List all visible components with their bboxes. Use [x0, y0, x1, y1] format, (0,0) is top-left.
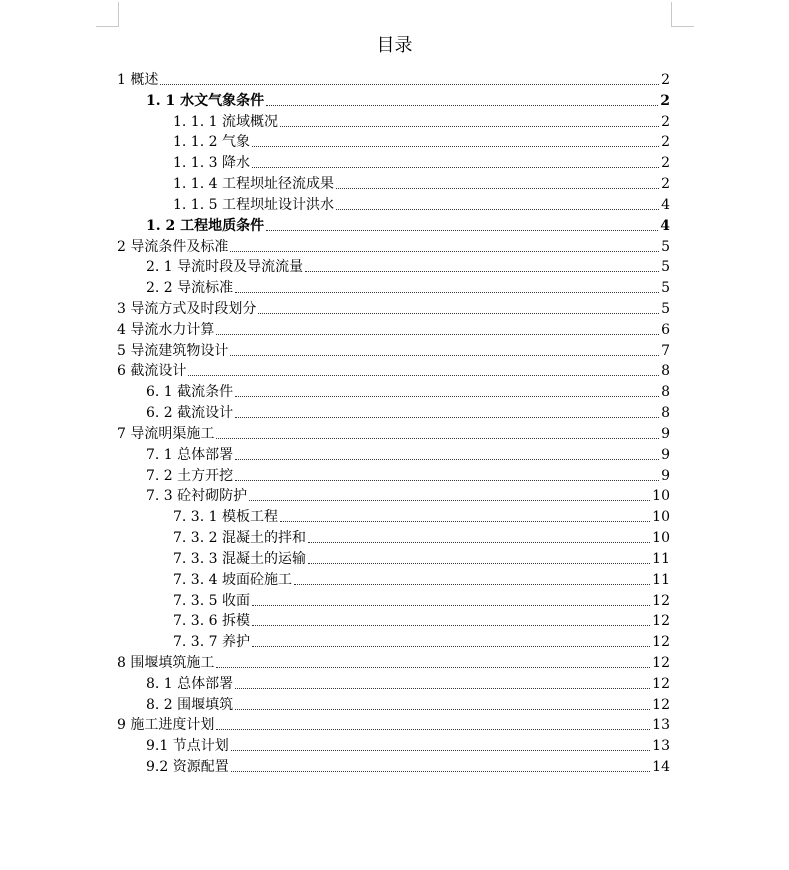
toc-title: 目录 — [376, 35, 413, 56]
toc-entry[interactable] — [173, 505, 670, 526]
toc-dot-leader — [216, 667, 650, 668]
toc-entry[interactable] — [173, 526, 670, 547]
toc-dot-leader — [216, 334, 659, 335]
toc-dot-leader — [266, 105, 658, 106]
toc-entry-label: 8. 2 围堰填筑 — [146, 696, 234, 713]
toc-entry[interactable] — [173, 151, 670, 172]
toc-entry[interactable] — [117, 359, 670, 380]
toc-entry[interactable] — [117, 422, 670, 443]
toc-dot-leader — [305, 271, 659, 272]
toc-dot-leader — [235, 709, 650, 710]
toc-entry-page-number: 2 — [661, 72, 670, 88]
toc-entry-page-number: 8 — [661, 384, 670, 401]
toc-entry[interactable] — [146, 380, 670, 401]
toc-entry[interactable] — [173, 589, 670, 610]
toc-entry-page-number: 13 — [652, 738, 670, 755]
toc-entry[interactable] — [146, 734, 670, 755]
toc-dot-leader — [216, 729, 650, 730]
toc-entry-page-number: 5 — [661, 301, 670, 318]
toc-dot-leader — [249, 500, 650, 501]
toc-entry-page-number: 12 — [652, 592, 670, 609]
toc-entry[interactable] — [146, 755, 670, 776]
toc-entry-label: 7. 3. 1 模板工程 — [173, 509, 278, 526]
toc-entry-page-number: 8 — [661, 363, 670, 380]
toc-entry-page-number: 8 — [661, 405, 670, 422]
toc-entry[interactable] — [173, 172, 670, 193]
toc-entry[interactable] — [117, 339, 670, 360]
toc-entry-page-number: 7 — [661, 342, 670, 359]
toc-entry-label: 1 概述 — [117, 72, 159, 88]
toc-entry-page-number: 2 — [661, 155, 670, 172]
toc-dot-leader — [235, 396, 659, 397]
toc-dot-leader — [252, 167, 659, 168]
toc-entry-page-number: 10 — [652, 488, 670, 505]
toc-dot-leader — [188, 375, 659, 376]
toc-entry-label: 7. 3. 6 拆模 — [173, 613, 250, 630]
toc-dot-leader — [280, 126, 659, 127]
toc-dot-leader — [230, 355, 659, 356]
toc-entry-page-number: 2 — [661, 134, 670, 151]
toc-entry[interactable] — [146, 276, 670, 297]
toc-entry[interactable] — [173, 110, 670, 131]
toc-entry-label: 7. 2 土方开挖 — [146, 467, 234, 484]
toc-entry-page-number: 11 — [652, 550, 670, 567]
toc-entry-label: 6. 1 截流条件 — [146, 384, 234, 401]
toc-entry[interactable] — [146, 484, 670, 505]
toc-entry-label: 6 截流设计 — [117, 363, 187, 380]
toc-entry-page-number: 9 — [661, 467, 670, 484]
toc-entry-page-number: 10 — [652, 530, 670, 547]
toc-dot-leader — [235, 292, 659, 293]
toc-dot-leader — [231, 771, 650, 772]
toc-entry-label: 1. 1 水文气象条件 — [146, 92, 265, 109]
toc-entry-page-number: 2 — [660, 92, 670, 109]
toc-dot-leader — [308, 563, 650, 564]
toc-dot-leader — [252, 646, 650, 647]
toc-dot-leader — [252, 605, 650, 606]
toc-entry[interactable] — [146, 443, 670, 464]
toc-dot-leader — [336, 209, 659, 210]
toc-entry-label: 2. 1 导流时段及导流流量 — [146, 259, 304, 276]
toc-entry-page-number: 12 — [652, 696, 670, 713]
toc-entry[interactable] — [146, 401, 670, 422]
toc-entry-label: 7. 3 砼衬砌防护 — [146, 488, 248, 505]
toc-entry-label: 1. 1. 1 流域概况 — [173, 113, 278, 130]
toc-entry-page-number: 11 — [652, 571, 670, 588]
toc-entry-label: 7. 3. 2 混凝土的拌和 — [173, 530, 306, 547]
toc-entry-label: 8. 1 总体部署 — [146, 675, 234, 692]
toc-entry[interactable] — [117, 318, 670, 339]
toc-dot-leader — [266, 230, 658, 231]
toc-entry-page-number: 4 — [661, 196, 670, 213]
toc-entry-label: 2 导流条件及标准 — [117, 238, 229, 255]
toc-entry[interactable] — [117, 651, 670, 672]
toc-dot-leader — [160, 84, 659, 85]
toc-dot-leader — [336, 188, 659, 189]
toc-entry-page-number: 4 — [660, 217, 670, 234]
toc-entry-page-number: 9 — [661, 425, 670, 442]
toc-entry-label: 5 导流建筑物设计 — [117, 342, 229, 359]
toc-dot-leader — [231, 750, 650, 751]
toc-entry-page-number: 12 — [652, 654, 670, 671]
toc-dot-leader — [258, 313, 659, 314]
toc-entry[interactable] — [173, 609, 670, 630]
toc-entry-page-number: 13 — [652, 717, 670, 734]
page-corner-mark-top-right — [671, 2, 694, 27]
toc-entry-page-number: 2 — [661, 113, 670, 130]
toc-entry-label: 6. 2 截流设计 — [146, 405, 234, 422]
toc-entry[interactable] — [146, 693, 670, 714]
toc-dot-leader — [230, 251, 659, 252]
toc-dot-leader — [216, 438, 659, 439]
toc-entry[interactable] — [146, 464, 670, 485]
toc-dot-leader — [235, 417, 659, 418]
toc-entry-page-number: 12 — [652, 634, 670, 651]
toc-entry-label: 7. 3. 7 养护 — [173, 634, 250, 651]
toc-entry-page-number: 14 — [652, 759, 670, 776]
page-corner-mark-top-left — [96, 2, 119, 27]
toc-entry[interactable] — [173, 130, 670, 151]
toc-dot-leader — [308, 542, 650, 543]
toc-entry-label: 9.1 节点计划 — [146, 738, 229, 755]
toc-entry[interactable] — [173, 568, 670, 589]
toc-entry-label: 8 围堰填筑施工 — [117, 654, 215, 671]
toc-entry-page-number: 12 — [652, 613, 670, 630]
toc-entry-label: 7. 3. 5 收面 — [173, 592, 250, 609]
toc-entry[interactable] — [146, 89, 670, 110]
toc-entry-page-number: 5 — [661, 238, 670, 255]
toc-entry-label: 7 导流明渠施工 — [117, 425, 215, 442]
toc-entry-label: 4 导流水力计算 — [117, 321, 215, 338]
toc-entry-label: 7. 3. 3 混凝土的运输 — [173, 550, 306, 567]
toc-dot-leader — [252, 146, 659, 147]
toc-dot-leader — [252, 625, 650, 626]
toc-entry-label: 1. 1. 3 降水 — [173, 155, 250, 172]
toc-entry-page-number: 12 — [652, 675, 670, 692]
toc-entry-page-number: 5 — [661, 280, 670, 297]
toc-entry[interactable] — [117, 235, 670, 256]
toc-dot-leader — [235, 459, 659, 460]
toc-entry-page-number: 9 — [661, 446, 670, 463]
toc-dot-leader — [235, 480, 659, 481]
toc-dot-leader — [235, 688, 650, 689]
toc-entry-label: 7. 1 总体部署 — [146, 446, 234, 463]
toc-entry[interactable] — [117, 713, 670, 734]
toc-entry-label: 1. 1. 4 工程坝址径流成果 — [173, 176, 334, 193]
toc-entry-label: 1. 1. 2 气象 — [173, 134, 250, 151]
toc-entry-label: 9.2 资源配置 — [146, 759, 229, 776]
toc-dot-leader — [280, 521, 650, 522]
toc-entry-label: 9 施工进度计划 — [117, 717, 215, 734]
toc-entry-label: 1. 1. 5 工程坝址设计洪水 — [173, 196, 334, 213]
toc-dot-leader — [294, 584, 650, 585]
toc-entry-label: 7. 3. 4 坡面砼施工 — [173, 571, 292, 588]
toc-entry[interactable] — [117, 68, 670, 89]
toc-entry-page-number: 2 — [661, 176, 670, 193]
toc-entry[interactable] — [146, 255, 670, 276]
toc-entry[interactable] — [173, 193, 670, 214]
toc-entry[interactable] — [146, 214, 670, 235]
toc-entry[interactable] — [173, 547, 670, 568]
toc-entry[interactable] — [117, 297, 670, 318]
toc-entry-page-number: 10 — [652, 509, 670, 526]
toc-entry-label: 3 导流方式及时段划分 — [117, 301, 257, 318]
toc-entry-page-number: 6 — [661, 321, 670, 338]
toc-entry-page-number: 5 — [661, 259, 670, 276]
toc-entry-label: 2. 2 导流标准 — [146, 280, 234, 297]
toc-entry[interactable] — [173, 630, 670, 651]
toc-entry-label: 1. 2 工程地质条件 — [146, 217, 265, 234]
toc-entry[interactable] — [146, 672, 670, 693]
